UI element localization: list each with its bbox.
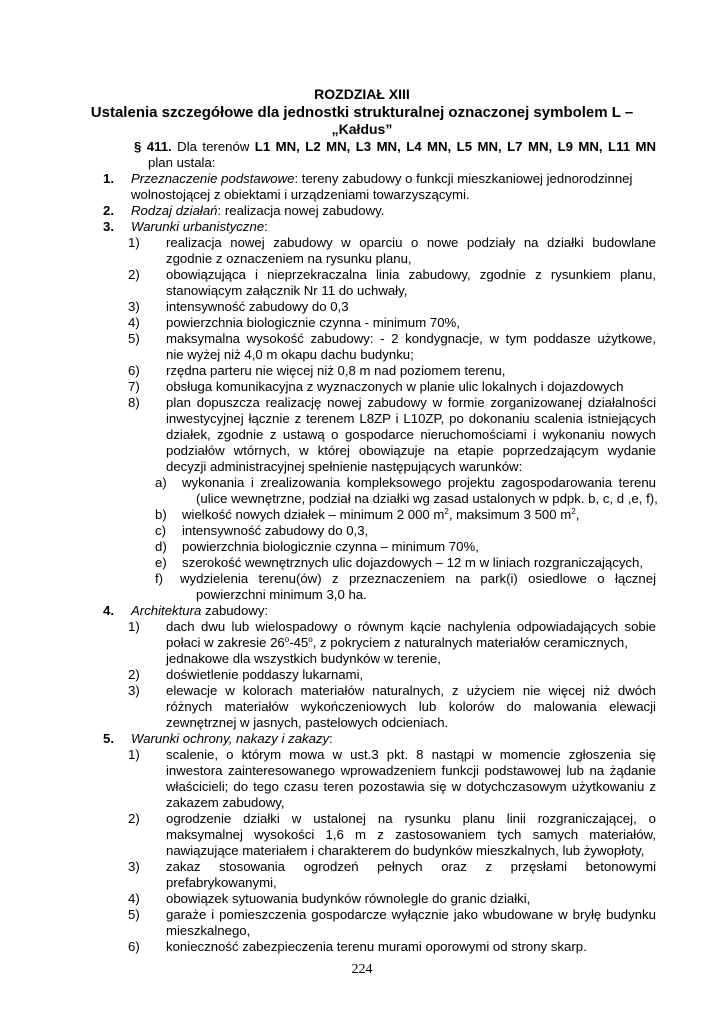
item-line: obsługa komunikacyjna z wyznaczonych w planie ulic lokalnych i dojazdowych bbox=[166, 379, 624, 394]
item-line: obowiązująca i nieprzekraczalna linia zabudowy, zgodnie z rysunkiem planu, bbox=[166, 267, 656, 282]
item-number: 2) bbox=[128, 267, 140, 282]
item-number: 2) bbox=[128, 667, 140, 682]
point-number: 4. bbox=[103, 603, 114, 618]
item-number: 5) bbox=[128, 907, 140, 922]
item-number: 8) bbox=[128, 395, 140, 410]
subitem-letter: f) bbox=[155, 571, 164, 586]
subitem-line: szerokość wewnętrznych ulic dojazdowych – 12 m w liniach rozgraniczających, bbox=[182, 555, 644, 570]
item-line: inwestora zainteresowanego wprowadzeniem funkcji podstawowej lub na żądanie bbox=[166, 763, 656, 778]
item-line: stanowiącym załącznik Nr 11 do uchwały, bbox=[166, 283, 408, 298]
item-line: dach dwu lub wielospadowy o równym kącie nachylenia odpowiadających sobie bbox=[166, 619, 656, 634]
chapter-title: ROZDZIAŁ XIII bbox=[314, 86, 410, 102]
item-line: podziałów wtórnych, w której obowiązuje na etapie poprzedzającym wydanie bbox=[166, 443, 656, 458]
subitem-letter: a) bbox=[155, 475, 167, 490]
item-line: nie wyżej niż 4,0 m okapu dachu budynku; bbox=[166, 347, 414, 362]
item-number: 2) bbox=[128, 811, 140, 826]
subitem-letter: e) bbox=[155, 555, 167, 570]
subitem-line: wydzielenia terenu(ów) z przeznaczeniem na park(i) osiedlowe o łącznej bbox=[180, 571, 656, 586]
item-number: 3) bbox=[128, 683, 140, 698]
section-heading-cont: plan ustala: bbox=[148, 155, 216, 170]
item-line: zakazem zabudowy, bbox=[166, 795, 285, 810]
item-number: 1) bbox=[128, 235, 140, 250]
point-3: Warunki urbanistyczne: bbox=[131, 219, 268, 234]
chapter-subtitle: Ustalenia szczegółowe dla jednostki strukturalnej oznaczonej symbolem L – bbox=[90, 104, 634, 121]
point-number: 1. bbox=[103, 171, 114, 186]
point-number: 2. bbox=[103, 203, 114, 218]
point-number: 5. bbox=[103, 731, 114, 746]
item-number: 6) bbox=[128, 939, 140, 954]
item-number: 3) bbox=[128, 299, 140, 314]
item-line: ogrodzenie działki w ustalonej na rysunku planu linii rozgraniczającej, o bbox=[166, 811, 656, 826]
item-line: powierzchnia biologicznie czynna - minimum 70%, bbox=[166, 315, 460, 330]
subitem-line: wielkość nowych działek – minimum 2 000 $m^2$, maksimum 3 500 $m^2$, bbox=[182, 507, 580, 522]
item-line: elewacje w kolorach materiałów naturalnych, z użyciem nie więcej niż dwóch bbox=[166, 683, 656, 698]
item-line: garaże i pomieszczenia gospodarcze wyłącznie jako wbudowane w bryłę budynku bbox=[166, 907, 656, 922]
chapter-subtitle-line2: „Kałdus” bbox=[331, 121, 393, 137]
subitem-line: (ulice wewnętrzne, podział na działki wg zasad ustalonych w pdpk. b, c, d ,e, f), bbox=[196, 491, 658, 506]
item-line: intensywność zabudowy do 0,3 bbox=[166, 299, 349, 314]
item-line: zewnętrznej w jasnych, pastelowych odcieniach. bbox=[166, 715, 449, 730]
subitem-line: wykonania i zrealizowania kompleksowego projektu zagospodarowania terenu bbox=[182, 475, 656, 490]
item-line: scalenie, o którym mowa w ust.3 pkt. 8 nastąpi w momencie zgłoszenia się bbox=[166, 747, 656, 762]
point-4: Architektura zabudowy: bbox=[131, 603, 269, 618]
subitem-line: powierzchni minimum 3,0 ha. bbox=[196, 587, 367, 602]
item-number: 4) bbox=[128, 891, 140, 906]
point-number: 3. bbox=[103, 219, 114, 234]
subitem-line: powierzchnia biologicznie czynna – minimum 70%, bbox=[182, 539, 479, 554]
point-1: Przeznaczenie podstawowe: tereny zabudowy o funkcji mieszkaniowej jednorodzinnej bbox=[131, 171, 633, 186]
item-line: konieczność zabezpieczenia terenu murami oporowymi od strony skarp. bbox=[166, 939, 587, 954]
item-line: plan dopuszcza realizację nowej zabudowy w formie zorganizowanej działalności bbox=[166, 395, 656, 410]
item-line: decyzji administracyjnej spełnienie następujących warunków: bbox=[166, 459, 523, 474]
item-line: rzędna parteru nie więcej niż 0,8 m nad poziomem terenu, bbox=[166, 363, 506, 378]
item-line: realizacja nowej zabudowy w oparciu o nowe podziały na działki budowlane bbox=[166, 235, 656, 250]
item-line: maksymalnej wysokości 1,6 m z zastosowaniem tych samych materiałów, bbox=[166, 827, 656, 842]
point-1-cont: wolnostojącej z obiektami i urządzeniami towarzyszącymi. bbox=[131, 187, 470, 202]
section-heading: § 411. Dla terenów L1 MN, L2 MN, L3 MN, L4 MN, L5 MN, L7 MN, L9 MN, L11 MN bbox=[134, 139, 657, 154]
item-line: inwestycyjnej łącznie z terenem L8ZP i L10ZP, po dokonaniu scalenia istniejących bbox=[166, 411, 656, 426]
item-line: jednakowe dla wszystkich budynków w terenie, bbox=[166, 651, 441, 666]
item-line: mieszkalnego, bbox=[166, 923, 251, 938]
item-number: 7) bbox=[128, 379, 140, 394]
subitem-letter: d) bbox=[155, 539, 167, 554]
item-line: połaci w zakresie 26$^o$-45$^o$, z pokryciem z naturalnych materiałów ceramicznych, bbox=[166, 635, 628, 650]
item-number: 3) bbox=[128, 859, 140, 874]
page-number: 224 bbox=[351, 962, 373, 977]
item-line: doświetlenie poddaszy lukarnami, bbox=[166, 667, 364, 682]
subitem-letter: c) bbox=[155, 523, 166, 538]
item-line: nawiązujące materiałem i charakterem do budynków mieszkalnych, lub żywopłoty, bbox=[166, 843, 645, 858]
item-line: zgodnie z oznaczeniem na rysunku planu, bbox=[166, 251, 412, 266]
point-5: Warunki ochrony, nakazy i zakazy: bbox=[131, 731, 333, 746]
item-line: właściciel​i; do tego czasu teren pozostawia się w dotychczasowym użytkowaniu z bbox=[166, 779, 656, 794]
item-number: 1) bbox=[128, 747, 140, 762]
subitem-line: intensywność zabudowy do 0,3, bbox=[182, 523, 369, 538]
item-line: działek, zgodnie z ustawą o gospodarce nieruchomościami i wykonaniu nowych bbox=[166, 427, 656, 442]
item-line: różnych materiałów wykończeniowych lub kolorów do malowania elewacji bbox=[166, 699, 656, 714]
item-number: 1) bbox=[128, 619, 140, 634]
point-2: Rodzaj działań: realizacja nowej zabudowy. bbox=[131, 203, 385, 218]
subitem-letter: b) bbox=[155, 507, 167, 522]
item-number: 6) bbox=[128, 363, 140, 378]
item-line: obowiązek sytuowania budynków równolegle do granic działki, bbox=[166, 891, 531, 906]
item-line: prefabrykowanymi, bbox=[166, 875, 277, 890]
item-number: 5) bbox=[128, 331, 140, 346]
item-line: maksymalna wysokość zabudowy: - 2 kondygnacje, w tym poddasze użytkowe, bbox=[166, 331, 656, 346]
item-number: 4) bbox=[128, 315, 140, 330]
item-line: zakaz stosowania ogrodzeń pełnych oraz z przęsłami betonowymi bbox=[166, 859, 656, 874]
